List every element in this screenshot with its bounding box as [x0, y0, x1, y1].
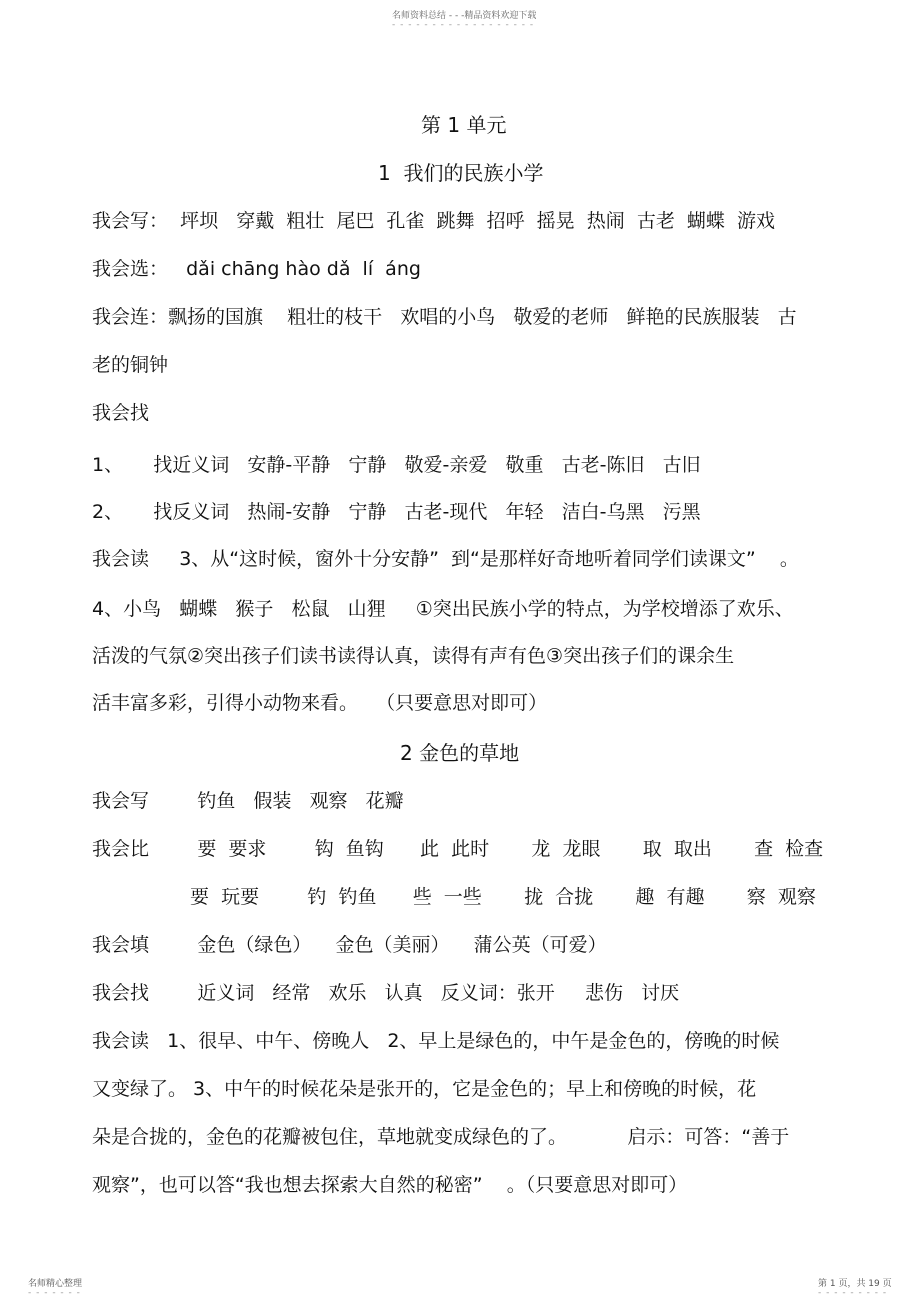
- page-header-text: 名师资料总结 - - -精品资料欢迎下载: [392, 11, 537, 21]
- lesson1-title: 1 我们的民族小学: [378, 161, 544, 185]
- lesson2-read-line4: 观察”，也可以答“我也想去探索大自然的秘密” 。（只要意思对即可）: [92, 1174, 688, 1196]
- lesson1-read-line3: 活泼的气氛②突出孩子们读书读得认真，读得有声有色③突出孩子们的课余生: [92, 645, 735, 667]
- lesson2-fill: 我会填 金色（绿色） 金色（美丽） 蒲公英（可爱）: [92, 934, 607, 956]
- lesson1-connect-line2: 老的铜钟: [92, 354, 169, 376]
- lesson2-compare-line1: 我会比 要 要求 钩 鱼钩 此 此时 龙 龙眼 取 取出 查 检查: [92, 838, 824, 860]
- footer-left-text: 名师精心整理: [28, 1279, 83, 1289]
- lesson2-write: 我会写 钓鱼 假装 观察 花瓣: [92, 790, 404, 812]
- lesson2-find: 我会找 近义词 经常 欢乐 认真 反义词：张开 悲伤 讨厌: [92, 982, 680, 1004]
- lesson1-connect-line1: 我会连：飘扬的国旗 粗壮的枝干 欢唱的小鸟 敬爱的老师 鲜艳的民族服装 古: [92, 306, 797, 328]
- unit-title: 第 1 单元: [421, 113, 507, 137]
- lesson2-read-line2: 又变绿了。 3、中午的时候花朵是张开的，它是金色的；早上和傍晚的时候，花: [92, 1078, 757, 1100]
- lesson1-find-label: 我会找: [92, 402, 150, 424]
- lesson1-write: 我会写： 坪坝 穿戴 粗壮 尾巴 孔雀 跳舞 招呼 摇晃 热闹 古老 蝴蝶 游戏: [92, 210, 775, 232]
- lesson1-find-synonyms: 1、 找近义词 安静-平静 宁静 敬爱-亲爱 敬重 古老-陈旧 古旧: [92, 454, 701, 476]
- lesson1-choose: 我会选： dǎi chāng hào dǎ lí áng: [92, 258, 421, 280]
- footer-page-number: 第 1 页，共 19 页: [818, 1279, 892, 1289]
- footer-right-dashes: - - - - - - - - -: [818, 1288, 888, 1298]
- lesson2-read-line1: 我会读 1、很早、中午、傍晚人 2、早上是绿色的，中午是金色的，傍晚的时候: [92, 1030, 780, 1052]
- lesson1-read-line2: 4、小鸟 蝴蝶 猴子 松鼠 山狸 ①突出民族小学的特点，为学校增添了欢乐、: [92, 598, 794, 620]
- lesson1-find-antonyms: 2、 找反义词 热闹-安静 宁静 古老-现代 年轻 洁白-乌黑 污黑: [92, 501, 701, 523]
- lesson2-read-line3: 朵是合拢的，金色的花瓣被包住，草地就变成绿色的了。 启示：可答：“善于: [92, 1126, 790, 1148]
- lesson1-read-line4: 活丰富多彩，引得小动物来看。 （只要意思对即可）: [92, 692, 548, 714]
- lesson2-title: 2 金色的草地: [400, 741, 520, 765]
- footer-left-dashes: - - - - - - -: [28, 1288, 81, 1298]
- page-header-dashes: - - - - - - - - - - - - - - - - - -: [392, 20, 535, 30]
- lesson1-read-line1: 我会读 3、从“这时候，窗外十分安静” 到“是那样好奇地听着同学们读课文” 。: [92, 548, 799, 570]
- lesson2-compare-line2: 要 玩要 钓 钓鱼 些 一些 拢 合拢 趣 有趣 察 观察: [190, 886, 816, 908]
